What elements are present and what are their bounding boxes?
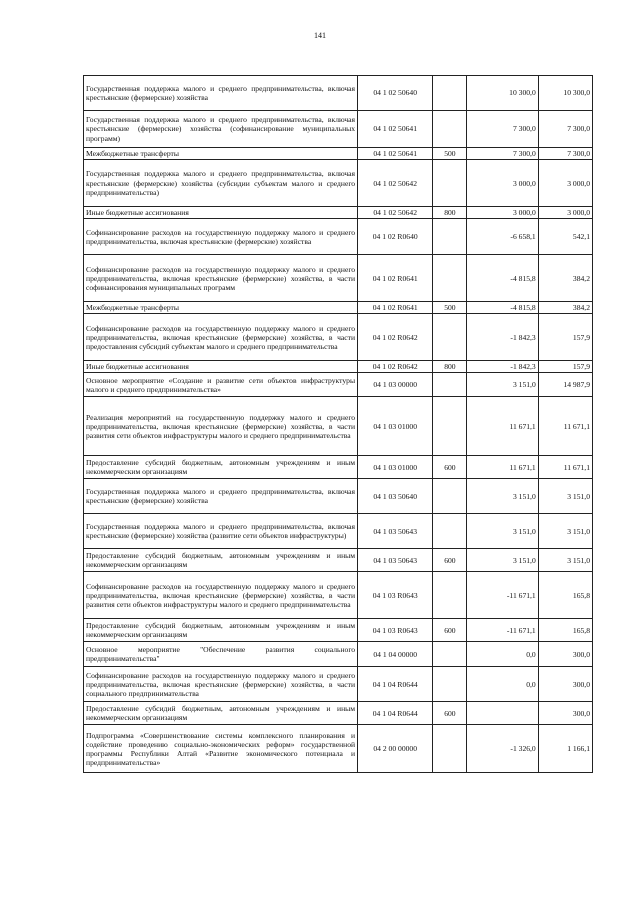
table-row	[84, 111, 593, 148]
row-amount1-cell: 3 000,0	[467, 160, 538, 207]
row-vr-cell	[433, 479, 467, 514]
row-code-cell: 04 1 04 00000	[358, 642, 433, 667]
row-amount1-cell: 7 300,0	[467, 111, 538, 148]
row-amount2-cell: 165,8	[538, 572, 592, 619]
row-name-cell: Предоставление субсидий бюджетным, автономным учреждениям и иным некоммерческим организациям	[84, 702, 358, 725]
table-row	[84, 373, 593, 397]
row-code-cell: 04 1 02 50642	[358, 207, 433, 219]
row-name-cell: Государственная поддержка малого и среднего предпринимательства, включая крестьянские (фермерские) хозяйства	[84, 76, 358, 111]
row-code-cell: 04 1 02 50641	[358, 148, 433, 160]
table-row	[84, 549, 593, 572]
row-vr-cell: 600	[433, 456, 467, 479]
row-amount1-cell: 0,0	[467, 642, 538, 667]
table-row	[84, 397, 593, 456]
row-vr-cell: 500	[433, 302, 467, 314]
row-name-cell: Софинансирование расходов на государственную поддержку малого и среднего предпринимательства, включая крестьянские (фермерские) хозяйства, в части предоставления субсидий субъектам малого и среднего предпринимательства	[84, 314, 358, 361]
row-amount1-cell: -6 658,1	[467, 219, 538, 255]
table-row	[84, 255, 593, 302]
row-name-cell: Государственная поддержка малого и среднего предпринимательства, включая крестьянские (фермерские) хозяйства (софинансирование муниципальных программ)	[84, 111, 358, 148]
table-row	[84, 479, 593, 514]
row-amount1-cell: -1 842,3	[467, 314, 538, 361]
row-name-cell: Реализация мероприятий на государственную поддержку малого и среднего предпринимательства, включая крестьянские (фермерские) хозяйства, в части развития сети объектов инфраструктуры малого и среднего предпринимательства	[84, 397, 358, 456]
row-amount2-cell: 384,2	[538, 255, 592, 302]
row-vr-cell	[433, 373, 467, 397]
table-row	[84, 160, 593, 207]
table-row	[84, 314, 593, 361]
row-name-cell: Софинансирование расходов на государственную поддержку малого и среднего предпринимательства, включая крестьянские (фермерские) хозяйства, в части софинансирования муниципальных программ	[84, 255, 358, 302]
table-row	[84, 361, 593, 373]
row-vr-cell	[433, 314, 467, 361]
row-amount1-cell: -11 671,1	[467, 572, 538, 619]
row-amount2-cell: 11 671,1	[538, 397, 592, 456]
table-row	[84, 572, 593, 619]
row-vr-cell	[433, 219, 467, 255]
row-amount1-cell: 10 300,0	[467, 76, 538, 111]
row-amount1-cell: 7 300,0	[467, 148, 538, 160]
row-code-cell: 04 1 02 R0641	[358, 302, 433, 314]
row-amount1-cell: 3 151,0	[467, 549, 538, 572]
row-name-cell: Основное мероприятие "Обеспечение развития социального предпринимательства"	[84, 642, 358, 667]
row-amount1-cell: -4 815,8	[467, 255, 538, 302]
row-name-cell: Софинансирование расходов на государственную поддержку малого и среднего предпринимательства, включая крестьянские (фермерские) хозяйства, в части развития сети объектов инфраструктуры малого и среднего предпринимательства	[84, 572, 358, 619]
row-amount2-cell: 7 300,0	[538, 111, 592, 148]
row-name-cell: Государственная поддержка малого и среднего предпринимательства, включая крестьянские (фермерские) хозяйства	[84, 479, 358, 514]
row-amount2-cell: 300,0	[538, 642, 592, 667]
row-amount2-cell: 157,9	[538, 361, 592, 373]
row-amount2-cell: 3 000,0	[538, 160, 592, 207]
row-name-cell: Межбюджетные трансферты	[84, 148, 358, 160]
row-code-cell: 04 2 00 00000	[358, 725, 433, 773]
row-vr-cell	[433, 642, 467, 667]
row-vr-cell	[433, 160, 467, 207]
table-row	[84, 76, 593, 111]
table-row	[84, 302, 593, 314]
table-row	[84, 619, 593, 642]
table-row	[84, 514, 593, 549]
budget-table	[83, 75, 593, 773]
row-amount1-cell: -1 842,3	[467, 361, 538, 373]
row-amount1-cell: 3 000,0	[467, 207, 538, 219]
row-code-cell: 04 1 04 R0644	[358, 702, 433, 725]
row-name-cell: Предоставление субсидий бюджетным, автономным учреждениям и иным некоммерческим организациям	[84, 619, 358, 642]
row-vr-cell	[433, 76, 467, 111]
row-vr-cell	[433, 572, 467, 619]
row-amount1-cell: -1 326,0	[467, 725, 538, 773]
row-name-cell: Иные бюджетные ассигнования	[84, 361, 358, 373]
row-amount2-cell: 300,0	[538, 702, 592, 725]
row-vr-cell: 800	[433, 207, 467, 219]
table-row	[84, 725, 593, 773]
row-amount2-cell: 1 166,1	[538, 725, 592, 773]
table-row	[84, 456, 593, 479]
budget-table-body	[84, 76, 593, 773]
row-code-cell: 04 1 03 R0643	[358, 619, 433, 642]
row-amount2-cell: 7 300,0	[538, 148, 592, 160]
table-row	[84, 219, 593, 255]
row-name-cell: Государственная поддержка малого и среднего предпринимательства, включая крестьянские (фермерские) хозяйства (развитие сети объектов инфраструктуры)	[84, 514, 358, 549]
row-amount2-cell: 3 000,0	[538, 207, 592, 219]
table-row	[84, 667, 593, 702]
row-name-cell: Подпрограмма «Совершенствование системы комплексного планирования и содействие проведению социально-экономических реформ» государственной программы Республики Алтай «Развитие экономического потенциала и предпринимательства»	[84, 725, 358, 773]
row-amount2-cell: 384,2	[538, 302, 592, 314]
row-vr-cell: 600	[433, 549, 467, 572]
row-code-cell: 04 1 02 R0642	[358, 361, 433, 373]
page-number: 141	[314, 31, 326, 40]
row-code-cell: 04 1 03 50643	[358, 549, 433, 572]
table-row	[84, 642, 593, 667]
row-name-cell: Предоставление субсидий бюджетным, автономным учреждениям и иным некоммерческим организациям	[84, 549, 358, 572]
row-code-cell: 04 1 02 R0641	[358, 255, 433, 302]
row-vr-cell: 600	[433, 619, 467, 642]
row-code-cell: 04 1 02 50642	[358, 160, 433, 207]
row-amount2-cell: 3 151,0	[538, 514, 592, 549]
row-name-cell: Предоставление субсидий бюджетным, автономным учреждениям и иным некоммерческим организациям	[84, 456, 358, 479]
row-amount1-cell: 11 671,1	[467, 456, 538, 479]
row-name-cell: Основное мероприятие «Создание и развитие сети объектов инфраструктуры малого и среднего предпринимательства»	[84, 373, 358, 397]
row-amount2-cell: 300,0	[538, 667, 592, 702]
row-vr-cell	[433, 725, 467, 773]
row-amount2-cell: 165,8	[538, 619, 592, 642]
row-code-cell: 04 1 03 R0643	[358, 572, 433, 619]
row-vr-cell	[433, 514, 467, 549]
row-vr-cell	[433, 255, 467, 302]
row-code-cell: 04 1 02 R0642	[358, 314, 433, 361]
row-vr-cell: 500	[433, 148, 467, 160]
row-name-cell: Иные бюджетные ассигнования	[84, 207, 358, 219]
row-vr-cell	[433, 397, 467, 456]
row-amount2-cell: 14 987,9	[538, 373, 592, 397]
table-row	[84, 148, 593, 160]
row-name-cell: Софинансирование расходов на государственную поддержку малого и среднего предпринимательства, включая крестьянские (фермерские) хозяйства, в части социального предпринимательства	[84, 667, 358, 702]
table-row	[84, 207, 593, 219]
table-row	[84, 702, 593, 725]
row-amount2-cell: 157,9	[538, 314, 592, 361]
row-code-cell: 04 1 02 50640	[358, 76, 433, 111]
row-name-cell: Государственная поддержка малого и среднего предпринимательства, включая крестьянские (фермерские) хозяйства (субсидии субъектам малого и среднего предпринимательства)	[84, 160, 358, 207]
row-amount1-cell: 11 671,1	[467, 397, 538, 456]
row-amount2-cell: 542,1	[538, 219, 592, 255]
row-name-cell: Софинансирование расходов на государственную поддержку малого и среднего предпринимательства, включая крестьянские (фермерские) хозяйства	[84, 219, 358, 255]
row-code-cell: 04 1 02 R0640	[358, 219, 433, 255]
row-code-cell: 04 1 02 50641	[358, 111, 433, 148]
row-code-cell: 04 1 04 R0644	[358, 667, 433, 702]
row-code-cell: 04 1 03 50643	[358, 514, 433, 549]
row-amount1-cell: 3 151,0	[467, 373, 538, 397]
row-amount2-cell: 3 151,0	[538, 479, 592, 514]
row-amount1-cell: 3 151,0	[467, 479, 538, 514]
row-name-cell: Межбюджетные трансферты	[84, 302, 358, 314]
row-code-cell: 04 1 03 50640	[358, 479, 433, 514]
row-vr-cell	[433, 111, 467, 148]
row-amount2-cell: 3 151,0	[538, 549, 592, 572]
row-amount1-cell: -4 815,8	[467, 302, 538, 314]
row-amount1-cell	[467, 702, 538, 725]
row-amount2-cell: 11 671,1	[538, 456, 592, 479]
row-amount1-cell: 0,0	[467, 667, 538, 702]
row-amount1-cell: -11 671,1	[467, 619, 538, 642]
row-amount2-cell: 10 300,0	[538, 76, 592, 111]
row-code-cell: 04 1 03 00000	[358, 373, 433, 397]
row-vr-cell: 800	[433, 361, 467, 373]
row-code-cell: 04 1 03 01000	[358, 456, 433, 479]
row-code-cell: 04 1 03 01000	[358, 397, 433, 456]
row-vr-cell	[433, 667, 467, 702]
row-vr-cell: 600	[433, 702, 467, 725]
row-amount1-cell: 3 151,0	[467, 514, 538, 549]
